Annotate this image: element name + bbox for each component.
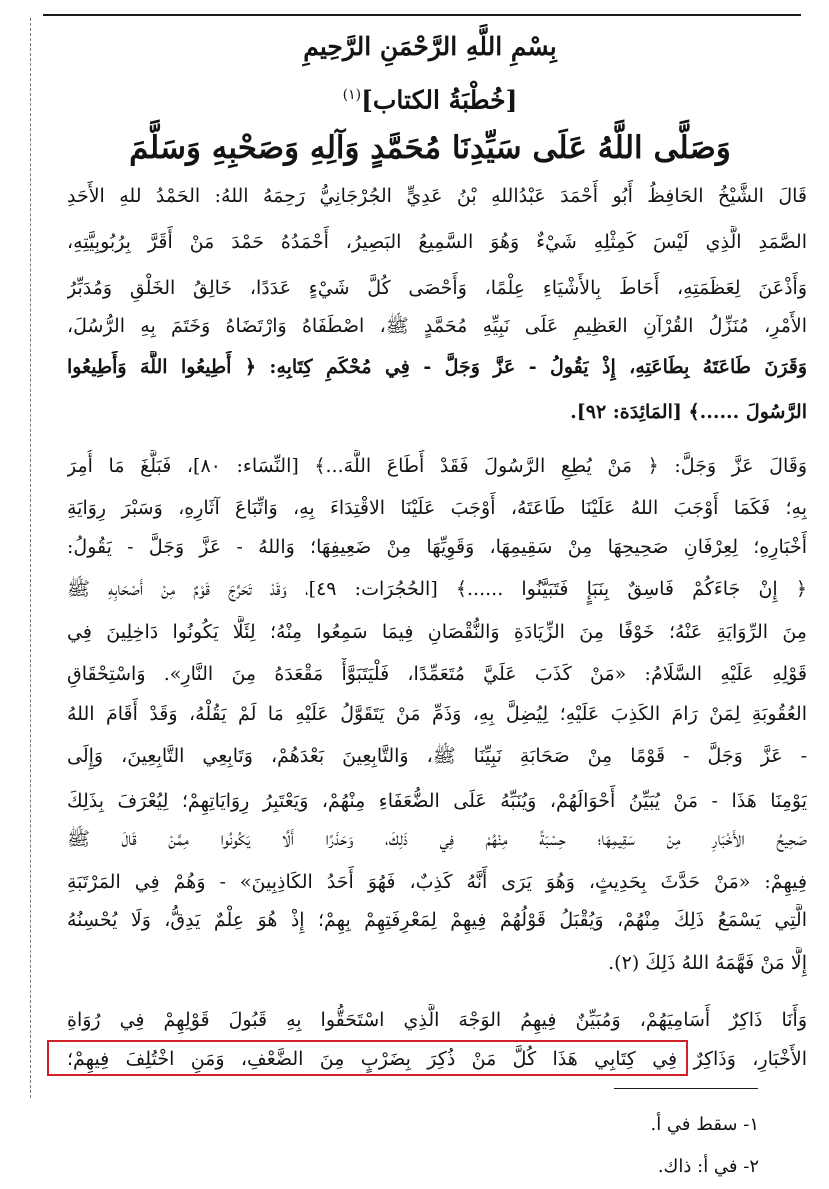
text-line: قَالَ الشَّيْخُ الحَافِظُ أَبُو أَحْمَدَ عَبْدُاللهِ بْنُ عَدِيٍّ الجُرْجَانِيُّ رَحِمَهُ اللهُ: الحَمْدُ للهِ الأَحَدِ — [67, 185, 807, 207]
text-line: صَحِيحُ الأَخْبَارِ مِنْ سَقِيمِهَا؛ حِسْبَةً مِنْهُمْ فِي ذَلِكَ، وَحَذَرًا أَلَّا يَكُونُوا مِمَّنْ قَالَ ﷺ — [67, 828, 807, 850]
text-line: يَوْمِنَا هَذَا - مَنْ يُبَيِّنُ أَحْوَالَهُمْ، وَيُنَبِّهُ عَلَى الضُّعَفَاءِ مِنْهُمْ، وَيَعْتَبِرُ رِوَايَاتِهِمْ؛ لِيُعْرَفَ بِذَلِكَ — [67, 790, 807, 812]
text-line: ﴿ إِنْ جَاءَكُمْ فَاسِقٌ بِنَبَإٍ فَتَبَيَّنُوا ......﴾ [الحُجُرَات: ٤٩]، وَقَدْ تَحَرَّجَ قَوْمٌ مِنْ أَصْحَابِهِ ﷺ — [67, 578, 807, 600]
highlighted-text-line: الأَخْبَارِ، وَذَاكِرٌ فِي كِتَابِي هَذَا كُلَّ مَنْ ذُكِرَ بِضَرْبٍ مِنَ الضَّعْفِ، وَمَنِ اخْتُلِفَ فِيهِمْ؛ — [67, 1048, 807, 1070]
text-line: وَأَنَا ذَاكِرٌ أَسَامِيَهُمْ، وَمُبَيِّنٌ فِيهِمُ الوَجْهَ الَّذِي اسْتَحَقُّوا بِهِ قَبُولَ قَوْلِهِمْ فِي رُوَاةِ — [67, 1009, 807, 1031]
text-line: قَوْلِهِ عَلَيْهِ السَّلَامُ: «مَنْ كَذَبَ عَلَيَّ مُتَعَمِّدًا، فَلْيَتَبَوَّأْ مَقْعَدَهُ مِنَ النَّارِ». وَاسْتِحْقَاقِ — [67, 663, 807, 685]
text-line: وَقَرَنَ طَاعَتَهُ بِطَاعَتِهِ، إِذْ يَقُولُ - عَزَّ وَجَلَّ - فِي مُحْكَمِ كِتَابِهِ: ﴿ أَطِيعُوا اللَّهَ وَأَطِيعُوا — [67, 356, 807, 378]
text-line: مِنَ الرِّوَايَةِ عَنْهُ؛ خَوْفًا مِنَ الزِّيَادَةِ وَالنُّقْصَانِ فِيمَا سَمِعُوا مِنْهُ؛ لِئَلَّا يَكُونُوا دَاخِلِينَ فِي — [67, 621, 807, 643]
book-title-note-marker: (١) — [342, 87, 362, 103]
book-title-heading — [150, 76, 710, 119]
top-rule — [43, 14, 801, 16]
text-line: فِيهِمْ: «مَنْ حَدَّثَ بِحَدِيثٍ، وَهُوَ يَرَى أَنَّهُ كَذِبٌ، فَهُوَ أَحَدُ الكَاذِبِينَ» - وَهُمْ فِي المَرْتَبَةِ — [67, 871, 807, 893]
text-line: - عَزَّ وَجَلَّ - قَوْمًا مِنْ صَحَابَةِ نَبِيِّنَا ﷺ، وَالتَّابِعِينَ بَعْدَهُمْ، وَتَابِعِي التَّابِعِينَ، وَإِلَى — [67, 745, 807, 767]
footnote-separator — [614, 1088, 758, 1089]
book-title-text: [خُطْبَةُ الكتاب] — [361, 85, 518, 115]
highlight-annotation-box — [47, 1040, 688, 1076]
text-line: الأَمْرِ، مُنَزِّلُ القُرْآنِ العَظِيمِ عَلَى نَبِيِّهِ مُحَمَّدٍ ﷺ، اصْطَفَاهُ وَارْتَضَاهُ وَخَتَمَ بِهِ الرُّسُلَ، — [67, 315, 807, 337]
text-line: إِلَّا مَنْ فَهَّمَهُ اللهُ ذَلِكَ (٢). — [608, 952, 807, 974]
text-line: الرَّسُولَ ......﴾ [المَائِدَة: ٩٢]. — [570, 401, 807, 423]
text-line: أَخْبَارِهِ؛ لِعِرْفَانِ صَحِيحِهَا مِنْ سَقِيمِهَا، وَقَوِيِّهَا مِنْ ضَعِيفِهَا؛ وَاللهُ - عَزَّ وَجَلَّ - يَقُولُ: — [67, 536, 807, 558]
text-line: العُقُوبَةِ لِمَنْ رَامَ الكَذِبَ عَلَيْهِ؛ لِيُضِلَّ بِهِ، وَذَمِّ مَنْ يَتَقَوَّلُ عَلَيْهِ مَا لَمْ يَقُلْهُ، وَقَدْ أَقَامَ اللهُ — [67, 703, 807, 725]
text-line: الصَّمَدِ الَّذِي لَيْسَ كَمِثْلِهِ شَيْءٌ وَهُوَ السَّمِيعُ البَصِيرُ، أَحْمَدُهُ حَمْدَ مَنْ أَقَرَّ بِرُبُوبِيَّتِهِ، — [67, 231, 807, 253]
bismillah-heading: بِسْمِ اللَّهِ الرَّحْمَنِ الرَّحِيمِ — [303, 32, 557, 61]
text-line: بِهِ؛ فَكَمَا أَوْجَبَ اللهُ عَلَيْنَا طَاعَتَهُ، أَوْجَبَ عَلَيْنَا الاقْتِدَاءَ بِهِ، وَاتِّبَاعَ آثَارِهِ، وَسَبْرَ رِوَايَةِ — [67, 497, 807, 519]
footnote: ٢- في أ: ذاك. — [657, 1156, 759, 1177]
margin-dashed-line — [30, 18, 31, 1098]
text-line: وَأَذْعَنَ لِعَظَمَتِهِ، أَحَاطَ بِالأَشْيَاءِ عِلْمًا، وَأَحْصَى كُلَّ شَيْءٍ عَدَدًا، خَالِقُ الخَلْقِ وَمُدَبِّرُ — [67, 277, 807, 299]
footnote: ١- سقط في أ. — [650, 1114, 759, 1135]
text-line: الَّتِي يَسْمَعُ ذَلِكَ مِنْهُمْ، وَيُقْبَلُ قَوْلُهُمْ فِيهِمْ لِمَعْرِفَتِهِمْ بِهِمْ؛ إِذْ هُوَ عِلْمٌ يَدِقُّ، وَلَا يُحْسِنُهُ — [67, 909, 807, 931]
salawat-heading: وَصَلَّى اللَّهُ عَلَى سَيِّدِنَا مُحَمَّدٍ وَآلِهِ وَصَحْبِهِ وَسَلَّمَ — [129, 130, 731, 166]
text-line: وَقَالَ عَزَّ وَجَلَّ: ﴿ مَنْ يُطِعِ الرَّسُولَ فَقَدْ أَطَاعَ اللَّهَ...﴾ [النِّسَاء: ٨٠]، فَبَلَّغَ مَا أُمِرَ — [67, 455, 807, 477]
